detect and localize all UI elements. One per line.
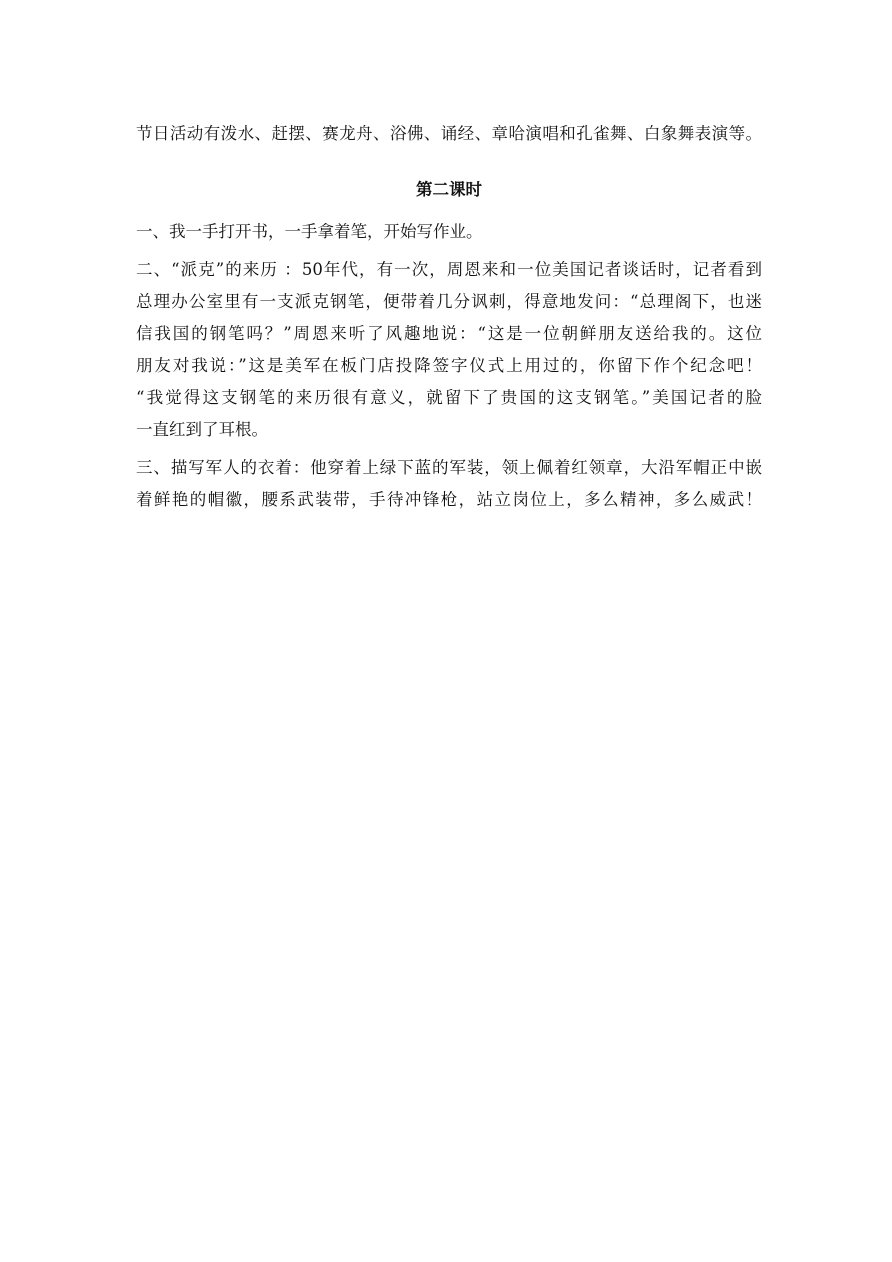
item-2-line: 朋友对我说：”这是美军在板门店投降签字仪式上用过的，你留下作个纪念吧！	[136, 356, 762, 375]
document-body	[136, 118, 762, 516]
item-3-paragraph	[136, 452, 762, 516]
item-3-line: 着鲜艳的帽徽，腰系武装带，手待冲锋枪，站立岗位上，多么精神，多么威武！	[136, 490, 762, 509]
item-2-line: 信我国的钢笔吗？”周恩来听了风趣地说：“这是一位朝鲜朋友送给我的。这位	[136, 324, 762, 343]
item-2-line: “我觉得这支钢笔的来历很有意义，就留下了贵国的这支钢笔。”美国记者的脸	[136, 388, 762, 407]
item-2-line: 一直红到了耳根。	[136, 420, 268, 439]
item-2-paragraph	[136, 254, 762, 446]
section-title: 第二课时	[416, 180, 482, 199]
item-1: 一、我一手打开书，一手拿着笔，开始写作业。	[136, 222, 483, 241]
intro-line: 节日活动有泼水、赶摆、赛龙舟、浴佛、诵经、章哈演唱和孔雀舞、白象舞表演等。	[136, 124, 762, 143]
item-3-line: 三、描写军人的衣着：他穿着上绿下蓝的军装，领上佩着红领章，大沿军帽正中嵌	[136, 458, 762, 477]
item-2-line: 总理办公室里有一支派克钢笔，便带着几分讽刺，得意地发问：“总理阁下，也迷	[136, 292, 762, 311]
item-2-line: 二、“派克”的来历 ：50年代，有一次，周恩来和一位美国记者谈话时，记者看到	[136, 260, 762, 279]
